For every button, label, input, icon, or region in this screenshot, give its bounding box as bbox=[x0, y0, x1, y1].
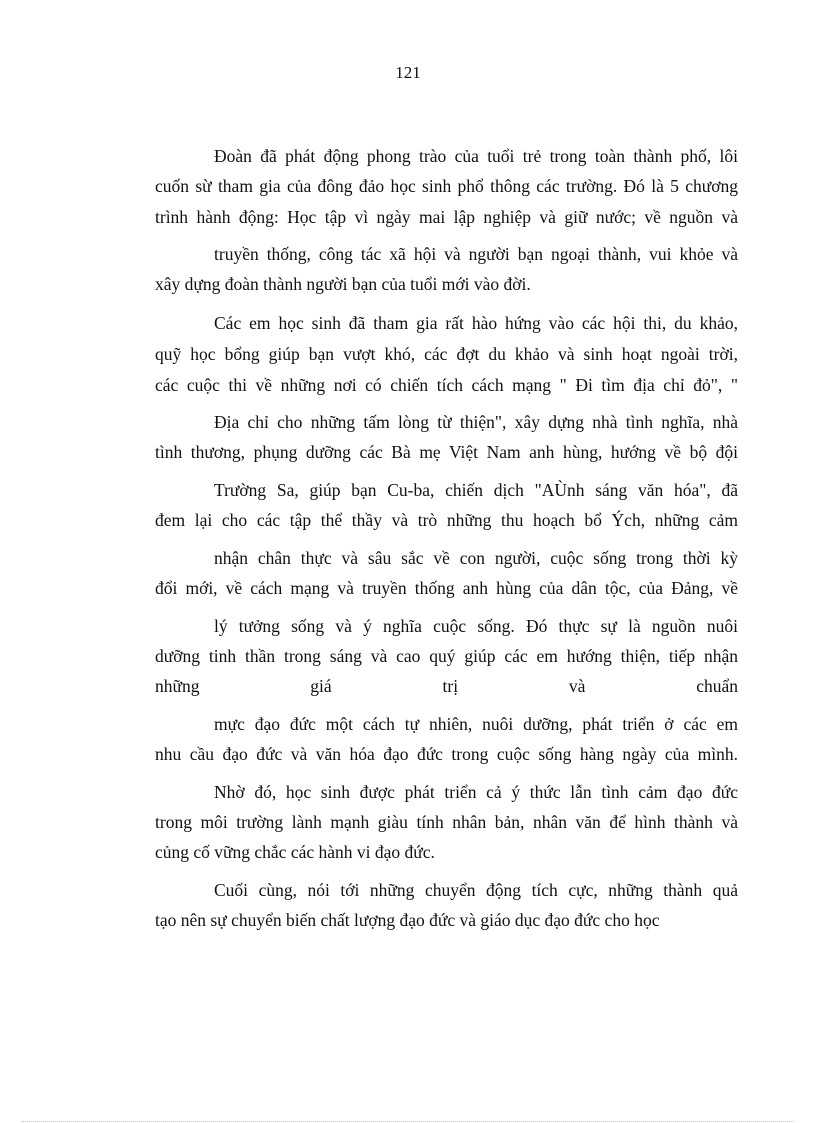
text-line: Các em học sinh đã tham gia rất hào hứng vào các hội thi, du khảo, bbox=[214, 313, 738, 333]
text-line: tình thương, phụng dưỡng các Bà mẹ Việt Nam anh hùng, hướng về bộ đội bbox=[155, 442, 738, 462]
text-line: lý tưởng sống và ý nghĩa cuộc sống. Đó thực sự là nguồn nuôi bbox=[214, 616, 738, 636]
text-line: các cuộc thi về những nơi có chiến tích cách mạng " Đi tìm địa chỉ đỏ", " bbox=[155, 375, 738, 395]
text-line: quỹ học bổng giúp bạn vượt khó, các đợt du khảo và sinh hoạt ngoài trời, bbox=[155, 344, 738, 364]
text-line: Đoàn đã phát động phong trào của tuổi trẻ trong toàn thành phố, lôi bbox=[214, 146, 738, 166]
text-line: củng cố vững chắc các hành vi đạo đức. bbox=[155, 842, 435, 862]
text-line: xây dựng đoàn thành người bạn của tuổi mới vào đời. bbox=[155, 274, 531, 294]
text-line: những giá trị và chuẩn bbox=[155, 676, 738, 696]
text-line: nhận chân thực và sâu sắc về con người, cuộc sống trong thời kỳ bbox=[214, 548, 738, 568]
bottom-divider bbox=[22, 1121, 794, 1122]
text-line: trình hành động: Học tập vì ngày mai lập nghiệp và giữ nước; về nguồn và bbox=[155, 207, 738, 227]
text-line: mực đạo đức một cách tự nhiên, nuôi dưỡng, phát triển ở các em bbox=[214, 714, 738, 734]
text-line: đổi mới, về cách mạng và truyền thống anh hùng của dân tộc, của Đảng, về bbox=[155, 578, 738, 598]
text-line: dưỡng tinh thần trong sáng và cao quý giúp các em hướng thiện, tiếp nhận bbox=[155, 646, 738, 666]
text-line: trong môi trường lành mạnh giàu tính nhân bản, nhân văn để hình thành và bbox=[155, 812, 738, 832]
page-number: 121 bbox=[395, 63, 421, 82]
text-line: nhu cầu đạo đức và văn hóa đạo đức trong cuộc sống hàng ngày của mình. bbox=[155, 744, 738, 764]
text-line: tạo nên sự chuyển biến chất lượng đạo đức và giáo dục đạo đức cho học bbox=[155, 910, 660, 930]
text-line: Trường Sa, giúp bạn Cu-ba, chiến dịch "AÙnh sáng văn hóa", đã bbox=[214, 480, 738, 500]
text-line: truyền thống, công tác xã hội và người bạn ngoại thành, vui khỏe và bbox=[214, 244, 738, 264]
text-line: cuốn sừ tham gia của đông đảo học sinh phổ thông các trường. Đó là 5 chương bbox=[155, 176, 738, 196]
text-line: đem lại cho các tập thể thầy và trò những thu hoạch bổ Ých, những cảm bbox=[155, 510, 738, 530]
text-line: Cuối cùng, nói tới những chuyển động tích cực, những thành quả bbox=[214, 880, 738, 900]
text-line: Nhờ đó, học sinh được phát triển cả ý thức lẫn tình cảm đạo đức bbox=[214, 782, 738, 802]
text-line: Địa chỉ cho những tấm lòng từ thiện", xây dựng nhà tình nghĩa, nhà bbox=[214, 412, 738, 432]
